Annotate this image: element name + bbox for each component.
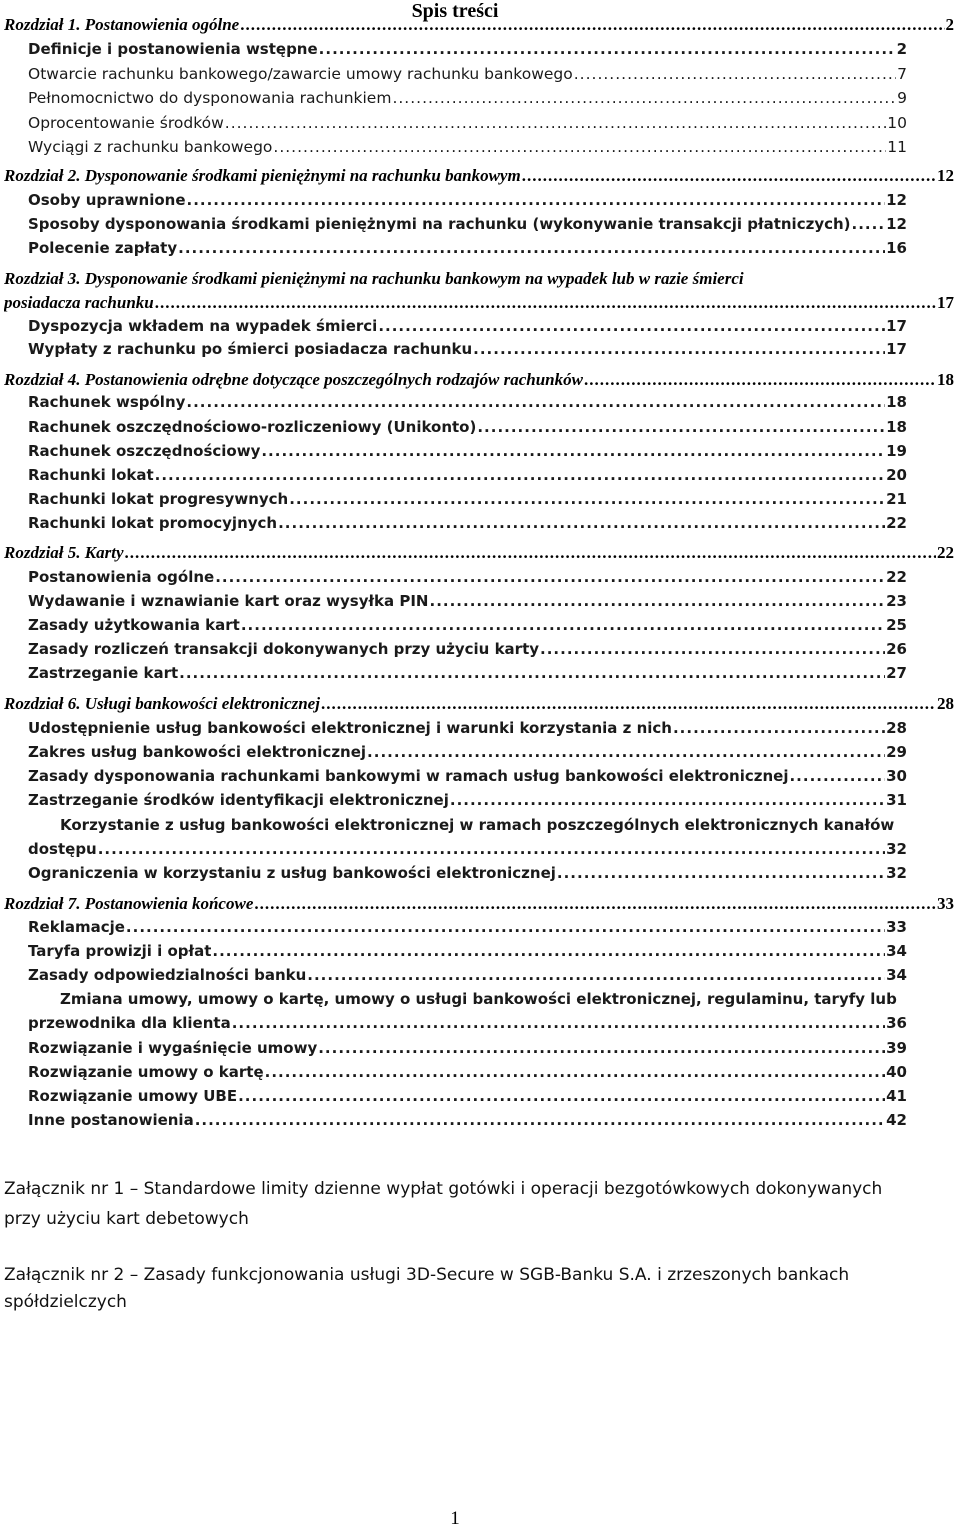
toc-page-number: 34 [886,942,907,960]
toc-page-number: 16 [886,239,907,257]
toc-leader-dots [232,1014,885,1032]
toc-leader-dots [522,166,936,186]
toc-page-number: 29 [886,743,907,761]
toc-leader-dots [319,40,896,58]
toc-page-number: 9 [897,89,907,107]
toc-leader-dots [179,664,885,682]
toc-entry-text: Rachunki lokat [28,466,154,484]
toc-entry[interactable] [28,791,907,809]
toc-leader-dots [318,1039,885,1057]
toc-entry-text: Rachunki lokat progresywnych [28,490,289,508]
toc-entry[interactable] [28,767,907,785]
toc-entry[interactable] [4,370,954,390]
toc-leader-dots [307,966,885,984]
toc-leader-dots [215,568,885,586]
toc-page-number: 23 [886,592,907,610]
toc-leader-dots [98,840,885,858]
toc-entry-text: dostępu [28,840,97,858]
toc-entry-text: Zastrzeganie środków identyfikacji elektronicznej [28,791,449,809]
page-title: Spis treści [411,0,499,22]
toc-entry[interactable] [28,719,907,737]
toc-page-number: 10 [887,114,907,132]
toc-entry-text: Rachunek oszczędnościowo-rozliczeniowy (Unikonto) [28,418,477,436]
toc-page-number: 18 [886,393,907,411]
toc-entry-text: Rachunek oszczędnościowy [28,442,261,460]
toc-page-number: 19 [886,442,907,460]
toc-leader-dots [186,393,885,411]
toc-leader-dots [584,370,936,390]
annex-2: Załącznik nr 2 – Zasady funkcjonowania usługi 3D-Secure w SGB-Banku S.A. i zrzeszonych bankach spółdzielczych [4,1265,850,1312]
toc-entry-text: Definicje i postanowienia wstępne [28,40,318,58]
toc-page-number: 31 [886,791,907,809]
toc-leader-dots [155,293,936,313]
toc-entry[interactable] [28,918,907,936]
toc-leader-dots [261,442,885,460]
toc-entry[interactable] [28,239,907,257]
toc-entry[interactable] [28,664,907,682]
toc-leader-dots [473,340,885,358]
toc-entry-text: Rozdział 5. Karty [4,543,124,562]
toc-entry-text: Rozwiązanie i wygaśnięcie umowy [28,1039,318,1057]
toc-entry-text[interactable]: Zmiana umowy, umowy o kartę, umowy o usługi bankowości elektronicznej, regulaminu, taryfy lub [60,990,897,1008]
toc-entry[interactable] [28,592,907,610]
toc-entry-text: Zastrzeganie kart [28,664,179,682]
toc-page-number: 25 [886,616,907,634]
toc-entry[interactable] [28,65,907,83]
toc-leader-dots [392,89,896,107]
toc-leader-dots [240,15,944,35]
toc-entry-text: Rozdział 4. Postanowienia odrębne dotyczące poszczególnych rodzajów rachunków [4,370,583,389]
toc-page-number: 41 [886,1087,907,1105]
toc-entry-text: Wypłaty z rachunku po śmierci posiadacza rachunku [28,340,473,358]
toc-entry[interactable] [4,694,954,714]
toc-entry[interactable] [28,138,907,156]
toc-entry-text: Pełnomocnictwo do dysponowania rachunkiem [28,89,392,107]
toc-entry[interactable] [28,393,907,411]
toc-page-number: 18 [886,418,907,436]
toc-entry-text: Zasady odpowiedzialności banku [28,966,307,984]
toc-entry-text: Rozwiązanie umowy UBE [28,1087,238,1105]
toc-entry[interactable] [28,89,907,107]
toc-page-number: 22 [937,543,954,562]
toc-entry[interactable] [28,1111,907,1129]
toc-entry-text: Rozdział 2. Dysponowanie środkami pieniężnymi na rachunku bankowym [4,166,521,185]
toc-entry-text: Postanowienia ogólne [28,568,215,586]
toc-page-number: 17 [937,293,954,312]
toc-entry[interactable] [4,894,954,914]
toc-leader-dots [450,791,885,809]
toc-leader-dots [225,114,886,132]
toc-leader-dots [126,918,885,936]
toc-page-number: 17 [886,340,907,358]
toc-page-number: 32 [886,864,907,882]
toc-entry[interactable] [28,864,907,882]
toc-leader-dots [155,466,885,484]
toc-page-number: 40 [886,1063,907,1081]
toc-entry-text: Udostępnienie usług bankowości elektronicznej i warunki korzystania z nich [28,719,672,737]
toc-leader-dots [378,317,885,335]
toc-leader-dots [789,767,885,785]
annex-1: Załącznik nr 1 – Standardowe limity dzienne wypłat gotówki i operacji bezgotówkowych dokonywanych przy użyciu kart debetowych [4,1179,883,1229]
toc-entry[interactable] [28,490,907,508]
toc-entry-text: Rozdział 1. Postanowienia ogólne [4,15,240,34]
toc-page-number: 36 [886,1014,907,1032]
toc-page-number: 39 [886,1039,907,1057]
toc-entry-text[interactable]: Korzystanie z usług bankowości elektronicznej w ramach poszczególnych elektronicznych kanałów [60,816,895,834]
toc-page-number: 27 [886,664,907,682]
toc-entry[interactable] [28,966,907,984]
toc-entry-text: Polecenie zapłaty [28,239,178,257]
toc-entry-text: Zasady dysponowania rachunkami bankowymi w ramach usług bankowości elektronicznej [28,767,789,785]
toc-page-number: 12 [886,215,907,233]
toc-entry-text: Inne postanowienia [28,1111,194,1129]
toc-page-number: 20 [886,466,907,484]
toc-entry-text: Oprocentowanie środków [28,114,224,132]
toc-entry-text: Zakres usług bankowości elektronicznej [28,743,367,761]
toc-entry[interactable] [28,114,907,132]
toc-page-number: 21 [886,490,907,508]
toc-entry[interactable] [28,1039,907,1057]
toc-entry[interactable] [4,293,954,313]
toc-leader-dots [125,543,937,563]
toc-page-number: 33 [886,918,907,936]
toc-entry[interactable] [4,166,954,186]
toc-entry[interactable] [28,340,907,358]
toc-page-number: 26 [886,640,907,658]
toc-leader-dots [212,942,885,960]
toc-entry-text: Rachunek wspólny [28,393,186,411]
toc-entry[interactable] [28,1087,907,1105]
toc-entry-text: przewodnika dla klienta [28,1014,231,1032]
toc-entry-text: Reklamacje [28,918,125,936]
toc-page-number: 18 [937,370,954,389]
toc-entry[interactable] [28,466,907,484]
toc-entry-text: Rachunki lokat promocyjnych [28,514,278,532]
toc-entry[interactable] [28,191,907,209]
toc-entry[interactable] [4,15,954,35]
toc-leader-dots [321,694,936,714]
toc-leader-dots [540,640,885,658]
toc-entry-text: Wyciągi z rachunku bankowego [28,138,273,156]
toc-leader-dots [574,65,896,83]
toc-page-number: 11 [887,138,907,156]
toc-entry[interactable] [28,418,907,436]
toc-page-number: 28 [937,694,954,713]
toc-entry-text: Rozdział 6. Usługi bankowości elektronicznej [4,694,320,713]
toc-entry-text: Ograniczenia w korzystaniu z usług bankowości elektronicznej [28,864,556,882]
toc-page-number: 2 [896,40,907,58]
toc-entry[interactable] [28,840,907,858]
toc-page-number: 42 [886,1111,907,1129]
toc-leader-dots [278,514,885,532]
toc-leader-dots [477,418,885,436]
toc-leader-dots [430,592,886,610]
page-number: 1 [450,1508,460,1529]
toc-leader-dots [195,1111,885,1129]
toc-leader-dots [241,616,885,634]
toc-entry-text: Taryfa prowizji i opłat [28,942,212,960]
toc-page-number: 7 [897,65,907,83]
toc-page-number: 28 [886,719,907,737]
toc-page-number: 22 [886,568,907,586]
toc-entry[interactable] [4,543,954,563]
toc-leader-dots [265,1063,886,1081]
toc-page-number: 17 [886,317,907,335]
toc-leader-dots [852,215,886,233]
toc-page-number: 2 [945,15,954,34]
toc-leader-dots [367,743,885,761]
toc-entry[interactable] [28,942,907,960]
toc-entry-text: Otwarcie rachunku bankowego/zawarcie umowy rachunku bankowego [28,65,573,83]
toc-leader-dots [273,138,886,156]
toc-leader-dots [178,239,885,257]
toc-leader-dots [238,1087,885,1105]
toc-leader-dots [187,191,886,209]
toc-leader-dots [673,719,885,737]
toc-entry[interactable] [28,568,907,586]
toc-leader-dots [289,490,885,508]
toc-entry-text: Wydawanie i wznawianie kart oraz wysyłka PIN [28,592,429,610]
toc-page-number: 32 [886,840,907,858]
toc-entry[interactable] [28,1063,907,1081]
toc-entry[interactable] [28,616,907,634]
toc-entry[interactable] [28,1014,907,1032]
toc-page-number: 33 [937,894,954,913]
toc-entry[interactable] [28,640,907,658]
toc-page-number: 12 [937,166,954,185]
toc-entry-text: Rozdział 7. Postanowienia końcowe [4,894,254,913]
toc-entry-text[interactable]: Rozdział 3. Dysponowanie środkami pieniężnymi na rachunku bankowym na wypadek lub w razie śmierci [4,269,744,288]
toc-entry[interactable] [28,215,907,233]
toc-entry[interactable] [28,442,907,460]
toc-page-number: 22 [886,514,907,532]
toc-entry-text: Dyspozycja wkładem na wypadek śmierci [28,317,378,335]
toc-page-number: 34 [886,966,907,984]
toc-leader-dots [557,864,885,882]
toc-entry-text: Rozwiązanie umowy o kartę [28,1063,264,1081]
toc-entry-text: Zasady rozliczeń transakcji dokonywanych przy użyciu karty [28,640,540,658]
toc-entry-text: Sposoby dysponowania środkami pieniężnymi na rachunku (wykonywanie transakcji płatniczych) [28,215,851,233]
toc-page-number: 12 [886,191,907,209]
toc-page-number: 30 [886,767,907,785]
toc-leader-dots [254,894,936,914]
toc-entry-text: Zasady użytkowania kart [28,616,240,634]
toc-entry[interactable] [28,40,907,58]
toc-entry[interactable] [28,317,907,335]
toc-entry[interactable] [28,514,907,532]
toc-entry-text: posiadacza rachunku [4,293,154,312]
toc-entry[interactable] [28,743,907,761]
toc-entry-text: Osoby uprawnione [28,191,186,209]
